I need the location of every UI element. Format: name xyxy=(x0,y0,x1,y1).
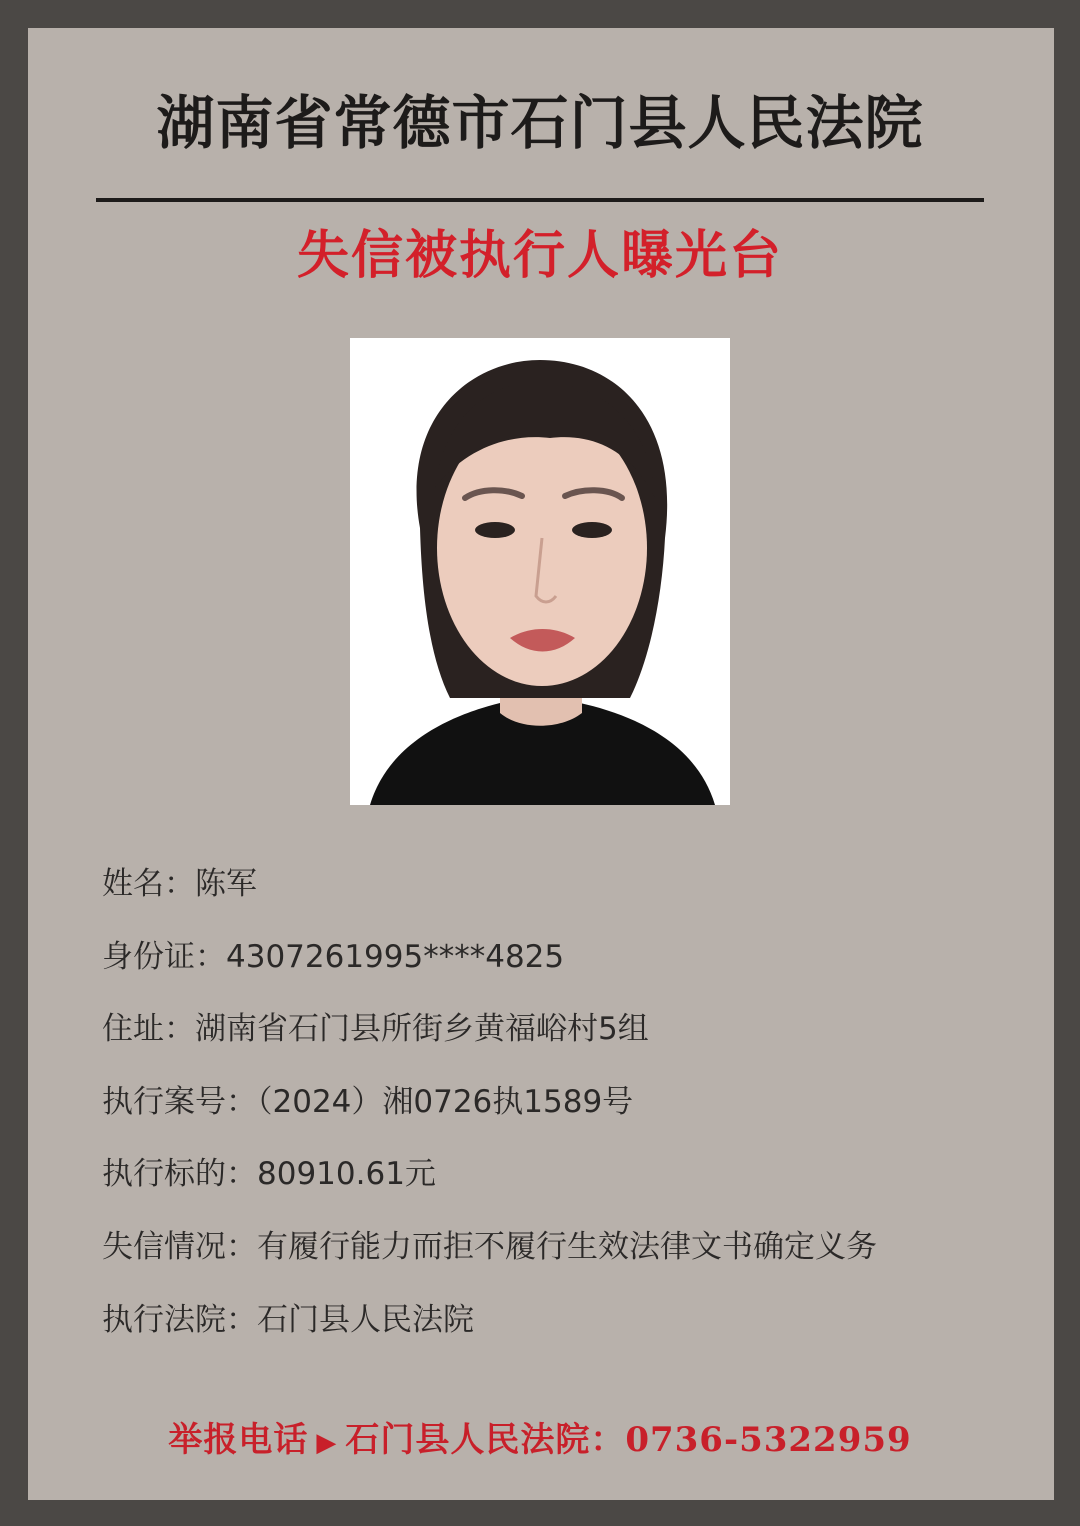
default-status-value: 有履行能力而拒不履行生效法律文书确定义务 xyxy=(257,1229,877,1265)
hotline-org: 石门县人民法院： xyxy=(345,1420,626,1460)
court-value: 石门县人民法院 xyxy=(257,1302,474,1338)
hotline-number: 0736-5322959 xyxy=(625,1420,912,1460)
report-hotline xyxy=(0,1416,1080,1467)
amount-label: 执行标的： xyxy=(102,1156,257,1192)
id-label: 身份证： xyxy=(102,939,226,975)
id-value: 4307261995****4825 xyxy=(226,939,565,975)
name-label: 姓名： xyxy=(102,866,195,902)
case-number-label: 执行案号： xyxy=(102,1084,257,1120)
address-value: 湖南省石门县所街乡黄福峪村5组 xyxy=(195,1011,649,1047)
portrait-photo xyxy=(350,338,730,805)
amount-value: 80910.61元 xyxy=(257,1156,436,1192)
default-status-label: 失信情况： xyxy=(102,1229,257,1265)
info-row-address xyxy=(102,1009,649,1049)
info-row-name xyxy=(102,864,257,904)
court-title: 湖南省常德市石门县人民法院 xyxy=(156,89,924,157)
title-divider xyxy=(96,198,984,202)
info-row-court xyxy=(102,1300,474,1340)
hotline-label: 举报电话 xyxy=(168,1420,309,1460)
case-number-value: （2024）湘0726执1589号 xyxy=(257,1084,634,1120)
info-row-case-number xyxy=(102,1082,633,1122)
info-row-amount xyxy=(102,1154,436,1194)
address-label: 住址： xyxy=(102,1011,195,1047)
info-row-default-status xyxy=(102,1227,877,1267)
info-row-id xyxy=(102,937,564,977)
right-triangle-icon: ▶ xyxy=(316,1428,338,1458)
name-value: 陈军 xyxy=(195,866,257,902)
page-subtitle: 失信被执行人曝光台 xyxy=(296,226,783,286)
portrait-icon xyxy=(350,338,730,805)
court-label: 执行法院： xyxy=(102,1302,257,1338)
